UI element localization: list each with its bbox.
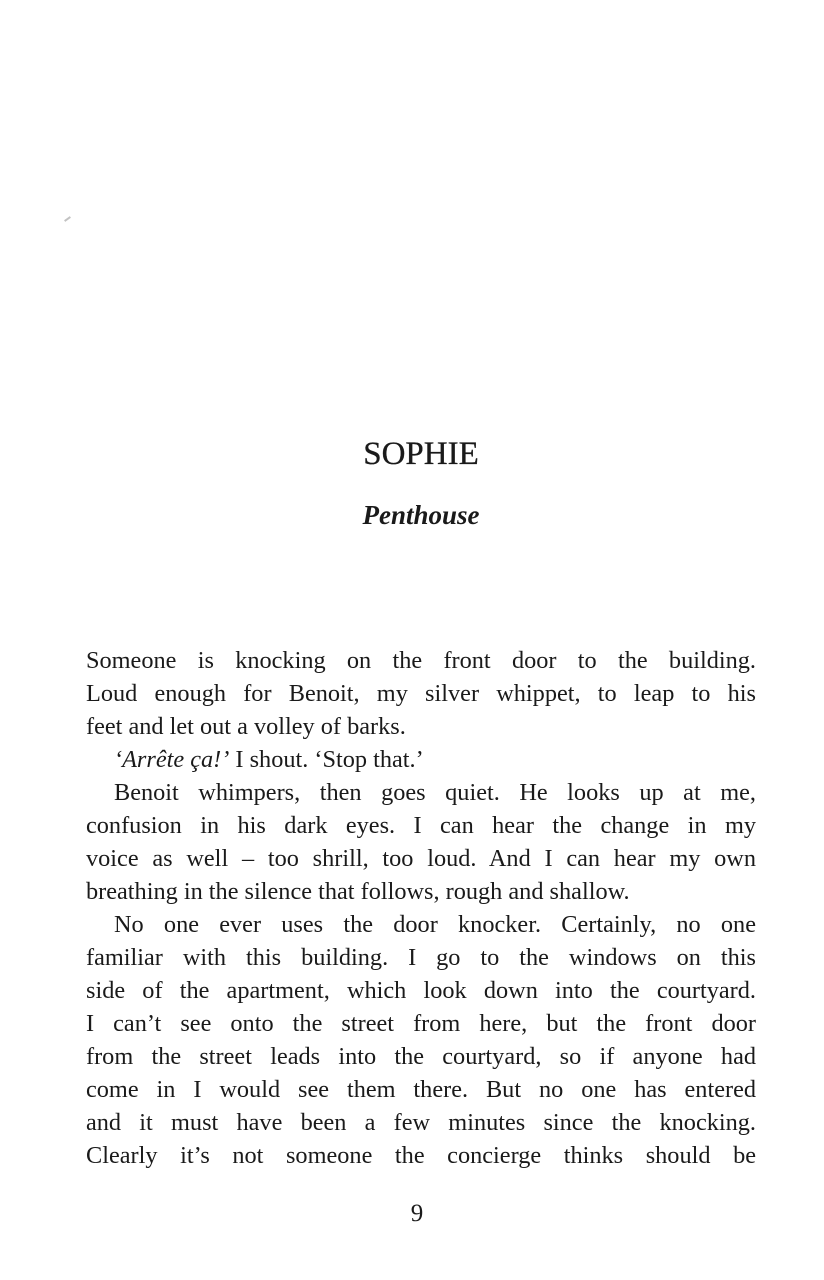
paragraph (86, 776, 756, 908)
text-line: No one ever uses the door knocker. Certainly, no one (114, 911, 756, 938)
text-line: come in I would see them there. But no one has entered (86, 1076, 756, 1103)
text-line (86, 743, 756, 776)
text-line: Benoit whimpers, then goes quiet. He looks up at me, (114, 779, 756, 806)
paragraph (86, 908, 756, 1172)
paragraph (86, 743, 756, 776)
chapter-subtitle: Penthouse (362, 500, 480, 530)
text-line: confusion in his dark eyes. I can hear the change in my (86, 812, 756, 839)
page-number: 9 (410, 1200, 424, 1227)
text-line: Someone is knocking on the front door to the building. (86, 647, 756, 674)
paragraph (86, 644, 756, 743)
chapter-title: SOPHIE (363, 436, 479, 472)
text-line: I can’t see onto the street from here, but the front door (86, 1010, 756, 1037)
dialogue-rest: I shout. ‘Stop that.’ (229, 746, 424, 773)
text-line: side of the apartment, which look down into the courtyard. (86, 977, 756, 1004)
italic-dialogue: ‘Arrête ça!’ (114, 746, 230, 773)
text-line: feet and let out a volley of barks. (86, 713, 406, 740)
text-line: Loud enough for Benoit, my silver whippet, to leap to his (86, 680, 756, 707)
text-line: from the street leads into the courtyard, so if anyone had (86, 1043, 756, 1070)
text-line: familiar with this building. I go to the windows on this (86, 944, 756, 971)
text-line: and it must have been a few minutes since the knocking. (86, 1109, 756, 1136)
body-text (86, 644, 756, 1172)
text-line: voice as well – too shrill, too loud. And I can hear my own (86, 845, 756, 872)
text-line: Clearly it’s not someone the concierge thinks should be (86, 1142, 756, 1169)
paper-speck (64, 216, 71, 222)
text-line: breathing in the silence that follows, rough and shallow. (86, 878, 630, 905)
